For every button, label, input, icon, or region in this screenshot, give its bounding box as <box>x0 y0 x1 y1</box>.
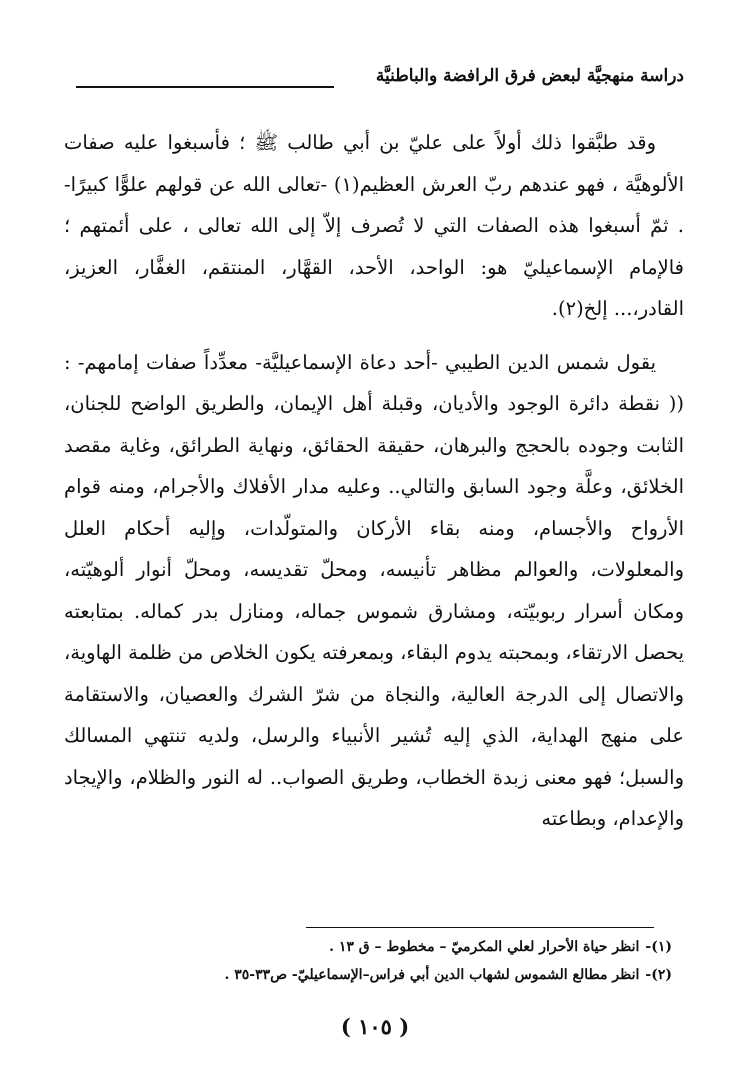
text-line: وبمعرفته يكون الخلاص من ظلمة الهاوية، والاتصال إلى الدرجة العالية، <box>64 641 685 706</box>
footnote-number: (٢)- <box>645 967 672 983</box>
text-line: والمتولّدات، وإليه أحكام العلل والمعلولات، والعوالم مظاهر تأنيسه، ومحلّ <box>64 516 684 581</box>
header-rule <box>76 86 334 88</box>
text-line: الأفلاك والأجرام، ومنه قوام الأرواح والأجسام، ومنه بقاء الأركان <box>64 475 684 540</box>
text-line: تُشير الأنبياء والرسل، ولديه تنتهي المسالك والسبل؛ فهو معنى زبدة <box>64 724 684 789</box>
footnote-text: انظر حياة الأحرار لعلي المكرميّ – مخطوط – ق ١٣ . <box>329 939 640 955</box>
body-text <box>64 122 684 840</box>
text-line: والنجاة من شرّ الشرك والعصيان، والاستقامة على منهج الهداية، الذي إليه <box>64 682 685 747</box>
paragraph-2 <box>64 342 684 840</box>
text-line: الواضح للجنان، الثابت وجوده بالحجج والبرهان، حقيقة الحقائق، ونهاية <box>64 392 684 457</box>
text-line: الطرائق، وغاية مقصد الخلائق، وعلَّة وجود السابق والتالي.. وعليه مدار <box>64 433 685 498</box>
footnote-number: (١)- <box>645 939 672 955</box>
running-title: دراسة منهجيَّة لبعض فرق الرافضة والباطنيَّة <box>375 66 684 86</box>
text-line: جماله، ومنازل بدر كماله. بمتابعته يحصل الارتقاء، وبمحبته يدوم البقاء، <box>64 599 684 664</box>
text-line: وقد طبَّقوا ذلك أولاً على عليّ بن أبي طالب ﷺ ؛ فأسبغوا عليه <box>123 131 656 154</box>
footnote-2 <box>64 961 672 989</box>
page-number: ( ١٠٥ ) <box>340 1014 410 1039</box>
paragraph-1 <box>64 122 684 330</box>
footnote-text: انظر مطالع الشموس لشهاب الدين أبي فراس–الإسماعيليّ- ص٣٣-٣٥ . <box>224 967 640 983</box>
text-line: صفات الألوهيَّة ، فهو عندهم ربّ العرش العظيم(١) -تعالى الله عن قولهم <box>64 131 685 196</box>
text-line: تقديسه، ومحلّ أنوار ألوهيّته، ومكان أسرار ربوبيّته، ومشارق شموس <box>64 558 684 623</box>
footnotes <box>64 933 672 989</box>
text-line: على أئمتهم ؛ فالإمام الإسماعيليّ هو: الواحد، الأحد، القهَّار، المنتقم، <box>64 214 684 279</box>
text-line: إمامهم- : (( نقطة دائرة الوجود والأديان، وقبلة أهل الإيمان، والطريق <box>64 350 685 415</box>
paragraph-gap <box>64 330 684 342</box>
text-line: يقول شمس الدين الطيبي -أحد دعاة الإسماعيليَّة- معدِّداً صفات <box>145 350 657 374</box>
footnote-rule <box>306 927 654 928</box>
footnote-1 <box>64 933 672 961</box>
running-header <box>64 64 684 92</box>
text-line: علوًّا كبيرًا- . ثمّ أسبغوا هذه الصفات التي لا تُصرف إلاّ إلى الله تعالى ، <box>64 172 684 237</box>
text-line: الغفَّار، العزيز، القادر،... إلخ(٢). <box>64 255 684 320</box>
text-line: الخطاب، وطريق الصواب.. له النور والظلام، والإيجاد والإعدام، وبطاعته <box>64 765 684 830</box>
